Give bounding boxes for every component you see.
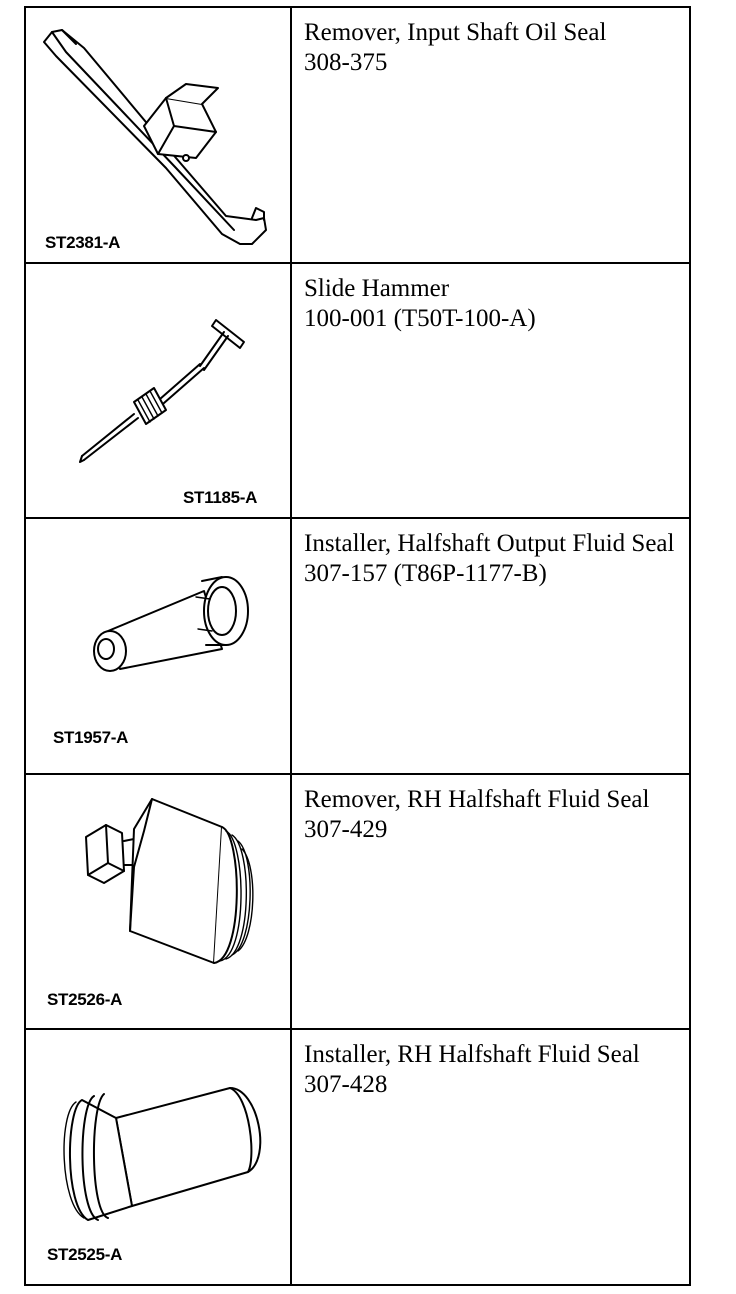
tool-description-cell xyxy=(292,1030,689,1284)
tool-row xyxy=(26,775,689,1031)
tool-image-cell xyxy=(26,264,292,518)
tool-code: ST2525-A xyxy=(47,1245,123,1265)
tool-part-number: 307-157 (T86P-1177-B) xyxy=(304,560,547,588)
tool-row xyxy=(26,8,689,264)
tool-row xyxy=(26,519,689,775)
tool-part-number: 100-001 (T50T-100-A) xyxy=(304,304,536,332)
tool-part-number: 307-428 xyxy=(304,1071,388,1099)
tool-image-cell xyxy=(26,519,292,773)
tool-row xyxy=(26,264,689,520)
tool-code: ST2381-A xyxy=(45,233,121,252)
tool-code: ST2526-A xyxy=(47,989,123,1009)
tool-name: Installer, RH Halfshaft Fluid Seal xyxy=(304,1041,640,1069)
tool-row xyxy=(26,1030,689,1284)
tool-part-number: 307-429 xyxy=(304,815,388,843)
special-tools-table xyxy=(24,6,691,1286)
tool-name: Installer, Halfshaft Output Fluid Seal xyxy=(304,530,675,558)
tool-name: Remover, Input Shaft Oil Seal xyxy=(304,19,607,46)
tool-description-cell xyxy=(292,775,689,1029)
tool-image-cell xyxy=(26,775,292,1029)
tool-name: Remover, RH Halfshaft Fluid Seal xyxy=(304,785,650,813)
tool-description-cell xyxy=(292,8,689,262)
tool-description-cell xyxy=(292,519,689,773)
tool-image-cell xyxy=(26,8,292,262)
input-shaft-seal-remover-icon xyxy=(26,8,292,262)
tool-description-cell xyxy=(292,264,689,518)
slide-hammer-icon xyxy=(26,264,292,518)
tool-code: ST1185-A xyxy=(183,487,258,507)
tool-code: ST1957-A xyxy=(53,728,129,748)
tool-name: Slide Hammer xyxy=(304,274,450,302)
tool-image-cell xyxy=(26,1030,292,1284)
tool-part-number: 308-375 xyxy=(304,49,388,76)
